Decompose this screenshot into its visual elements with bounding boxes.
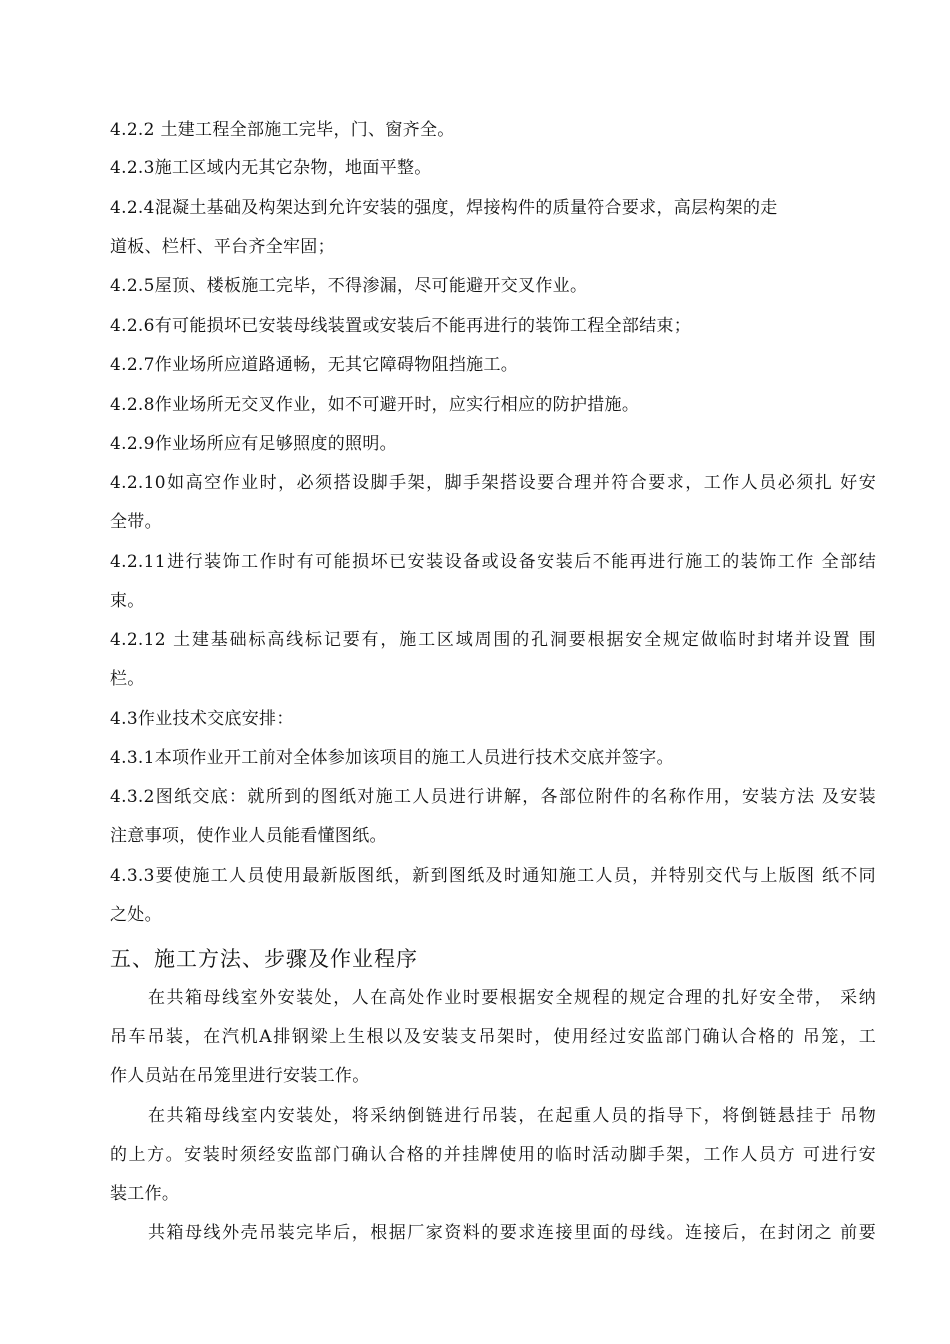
clause-4-2-9: 4.2.9作业场所应有足够照度的照明。 [110, 434, 397, 454]
clause-4-2-2: 4.2.2 土建工程全部施工完毕，门、窗齐全。 [110, 120, 455, 140]
section-4-3-title: 4.3作业技术交底安排： [110, 709, 294, 729]
clause-4-2-12-continued: 栏。 [110, 669, 145, 689]
clause-4-2-6: 4.2.6有可能损坏已安装母线装置或安装后不能再进行的装饰工程全部结束； [110, 316, 692, 336]
clause-4-3-2-continued: 注意事项，使作业人员能看懂图纸。 [110, 826, 387, 846]
paragraph-line: 吊车吊装，在汽机A排钢梁上生根以及安装支吊架时，使用经过安监部门确认合格的 吊笼，工 [110, 1027, 876, 1047]
clause-4-2-11: 4.2.11进行装饰工作时有可能损坏已安装设备或设备安装后不能再进行施工的装饰工作 全部结 [110, 552, 876, 572]
clause-4-3-1: 4.3.1本项作业开工前对全体参加该项目的施工人员进行技术交底并签字。 [110, 748, 674, 768]
clause-4-2-7: 4.2.7作业场所应道路通畅，无其它障碍物阻挡施工。 [110, 355, 519, 375]
section-5-heading: 五、施工方法、步骤及作业程序 [110, 947, 418, 971]
clause-4-2-5: 4.2.5屋顶、楼板施工完毕，不得渗漏，尽可能避开交叉作业。 [110, 276, 588, 296]
paragraph-line: 的上方。安装时须经安监部门确认合格的并挂牌使用的临时活动脚手架，工作人员方 可进行安 [110, 1145, 876, 1165]
clause-4-3-2: 4.3.2图纸交底：就所到的图纸对施工人员进行讲解，各部位附件的名称作用，安装方法 及安装 [110, 787, 876, 807]
clause-4-2-10-continued: 全带。 [110, 512, 162, 532]
paragraph-line: 在共箱母线室内安装处，将采纳倒链进行吊装，在起重人员的指导下，将倒链悬挂于 吊物 [148, 1106, 876, 1126]
clause-4-2-8: 4.2.8作业场所无交叉作业，如不可避开时，应实行相应的防护措施。 [110, 395, 640, 415]
clause-4-2-12: 4.2.12 土建基础标高线标记要有，施工区域周围的孔洞要根据安全规定做临时封堵并设置 围 [110, 630, 876, 650]
clause-4-2-10: 4.2.10如高空作业时，必须搭设脚手架，脚手架搭设要合理并符合要求，工作人员必须扎 好安 [110, 473, 876, 493]
paragraph-line: 在共箱母线室外安装处，人在高处作业时要根据安全规程的规定合理的扎好安全带， 采纳 [148, 988, 876, 1008]
paragraph-line: 共箱母线外壳吊装完毕后，根据厂家资料的要求连接里面的母线。连接后，在封闭之 前要 [148, 1223, 876, 1243]
clause-4-2-3: 4.2.3施工区域内无其它杂物，地面平整。 [110, 158, 432, 178]
clause-4-2-4-continued: 道板、栏杆、平台齐全牢固； [110, 237, 335, 257]
paragraph-line: 作人员站在吊笼里进行安装工作。 [110, 1066, 370, 1086]
clause-4-3-3-continued: 之处。 [110, 905, 162, 925]
clause-4-2-11-continued: 束。 [110, 591, 145, 611]
clause-4-2-4: 4.2.4混凝土基础及构架达到允许安装的强度，焊接构件的质量符合要求，高层构架的走 [110, 198, 778, 218]
clause-4-3-3: 4.3.3要使施工人员使用最新版图纸，新到图纸及时通知施工人员，并特别交代与上版图 纸不同 [110, 866, 876, 886]
paragraph-line: 装工作。 [110, 1184, 180, 1204]
